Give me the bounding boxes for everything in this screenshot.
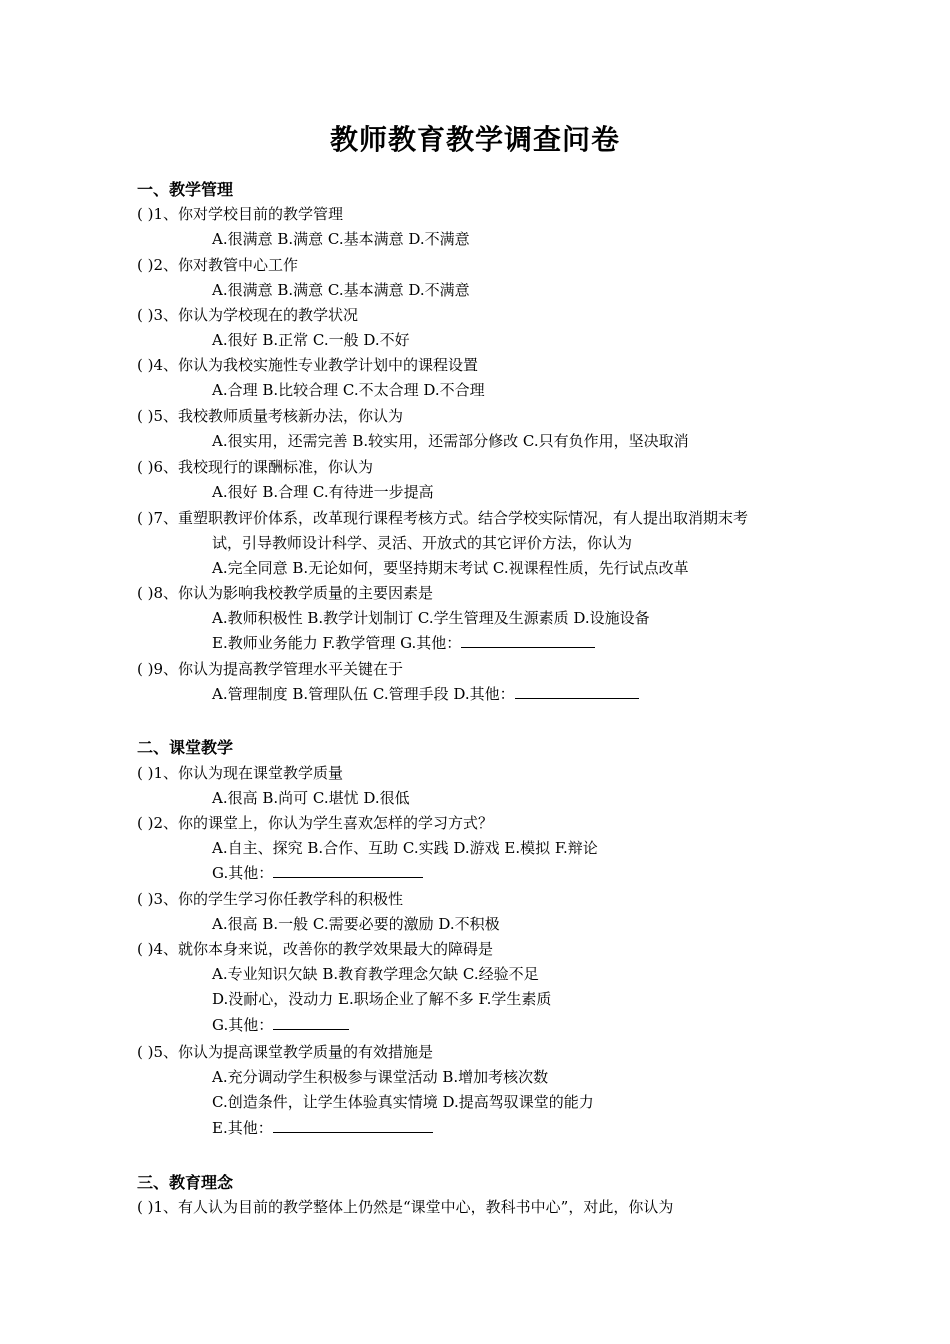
other-answer-blank[interactable] bbox=[273, 1118, 433, 1133]
options-line: A.很高 B.尚可 C.堪忧 D.很低 bbox=[212, 789, 410, 807]
question-continuation: 试，引导教师设计科学、灵活、开放式的其它评价方法，你认为 bbox=[212, 534, 633, 552]
options-line: A.专业知识欠缺 B.教育教学理念欠缺 C.经验不足 bbox=[212, 965, 539, 983]
question-line: ( )2、你的课堂上，你认为学生喜欢怎样的学习方式？ bbox=[137, 814, 494, 832]
options-text: G.其他： bbox=[212, 864, 274, 882]
section-heading-teaching-management: 一、教学管理 bbox=[137, 180, 234, 199]
options-line bbox=[212, 1015, 349, 1035]
section-heading-classroom-teaching: 二、课堂教学 bbox=[137, 738, 234, 757]
question-line: ( )3、你认为学校现在的教学状况 bbox=[137, 306, 359, 324]
options-line: A.完全同意 B.无论如何，要坚持期末考试 C.视课程性质，先行试点改革 bbox=[212, 559, 689, 577]
question-line: ( )3、你的学生学习你任教学科的积极性 bbox=[137, 890, 404, 908]
options-text: G.其他： bbox=[212, 1016, 274, 1034]
question-line: ( )8、你认为影响我校教学质量的主要因素是 bbox=[137, 584, 434, 602]
options-line bbox=[212, 1118, 433, 1138]
question-line: ( )5、你认为提高课堂教学质量的有效措施是 bbox=[137, 1043, 434, 1061]
options-line: A.充分调动学生积极参与课堂活动 B.增加考核次数 bbox=[212, 1068, 549, 1086]
options-line: C.创造条件，让学生体验真实情境 D.提高驾驭课堂的能力 bbox=[212, 1093, 594, 1111]
other-answer-blank[interactable] bbox=[273, 1015, 349, 1030]
page-title: 教师教育教学调查问卷 bbox=[329, 123, 620, 156]
options-line bbox=[212, 863, 423, 883]
other-answer-blank[interactable] bbox=[273, 863, 423, 878]
options-line: A.很满意 B.满意 C.基本满意 D.不满意 bbox=[212, 230, 470, 248]
options-text: A.管理制度 B.管理队伍 C.管理手段 D.其他： bbox=[212, 685, 515, 703]
options-line: A.合理 B.比较合理 C.不太合理 D.不合理 bbox=[212, 381, 485, 399]
section-heading-education-philosophy: 三、教育理念 bbox=[137, 1173, 234, 1192]
options-line: A.很实用，还需完善 B.较实用，还需部分修改 C.只有负作用，坚决取消 bbox=[212, 432, 689, 450]
question-line: ( )4、你认为我校实施性专业教学计划中的课程设置 bbox=[137, 356, 479, 374]
options-line bbox=[212, 633, 595, 653]
options-line: A.很好 B.正常 C.一般 D.不好 bbox=[212, 331, 410, 349]
options-line: A.很高 B.一般 C.需要必要的激励 D.不积极 bbox=[212, 915, 500, 933]
question-line: ( )6、我校现行的课酬标准，你认为 bbox=[137, 458, 374, 476]
options-line: A.很满意 B.满意 C.基本满意 D.不满意 bbox=[212, 281, 470, 299]
question-line: ( )5、我校教师质量考核新办法，你认为 bbox=[137, 407, 404, 425]
other-answer-blank[interactable] bbox=[515, 684, 639, 699]
question-line: ( )1、你对学校目前的教学管理 bbox=[137, 205, 344, 223]
question-line: ( )1、你认为现在课堂教学质量 bbox=[137, 764, 344, 782]
options-line: D.没耐心，没动力 E.职场企业了解不多 F.学生素质 bbox=[212, 990, 552, 1008]
options-line: A.教师积极性 B.教学计划制订 C.学生管理及生源素质 D.设施设备 bbox=[212, 609, 650, 627]
question-line: ( )9、你认为提高教学管理水平关键在于 bbox=[137, 660, 404, 678]
question-line: ( )2、你对教管中心工作 bbox=[137, 256, 299, 274]
question-line: ( )7、重塑职教评价体系，改革现行课程考核方式。结合学校实际情况，有人提出取消期末考 bbox=[137, 509, 749, 527]
options-text: E.教师业务能力 F.教学管理 G.其他： bbox=[212, 634, 462, 652]
options-line bbox=[212, 684, 639, 704]
options-text: E.其他： bbox=[212, 1119, 273, 1137]
question-line: ( )1、有人认为目前的教学整体上仍然是“课堂中心，教科书中心”，对此，你认为 bbox=[137, 1198, 674, 1216]
options-line: A.自主、探究 B.合作、互助 C.实践 D.游戏 E.模拟 F.辩论 bbox=[212, 839, 598, 857]
question-line: ( )4、就你本身来说，改善你的教学效果最大的障碍是 bbox=[137, 940, 494, 958]
other-answer-blank[interactable] bbox=[461, 633, 595, 648]
options-line: A.很好 B.合理 C.有待进一步提高 bbox=[212, 483, 434, 501]
